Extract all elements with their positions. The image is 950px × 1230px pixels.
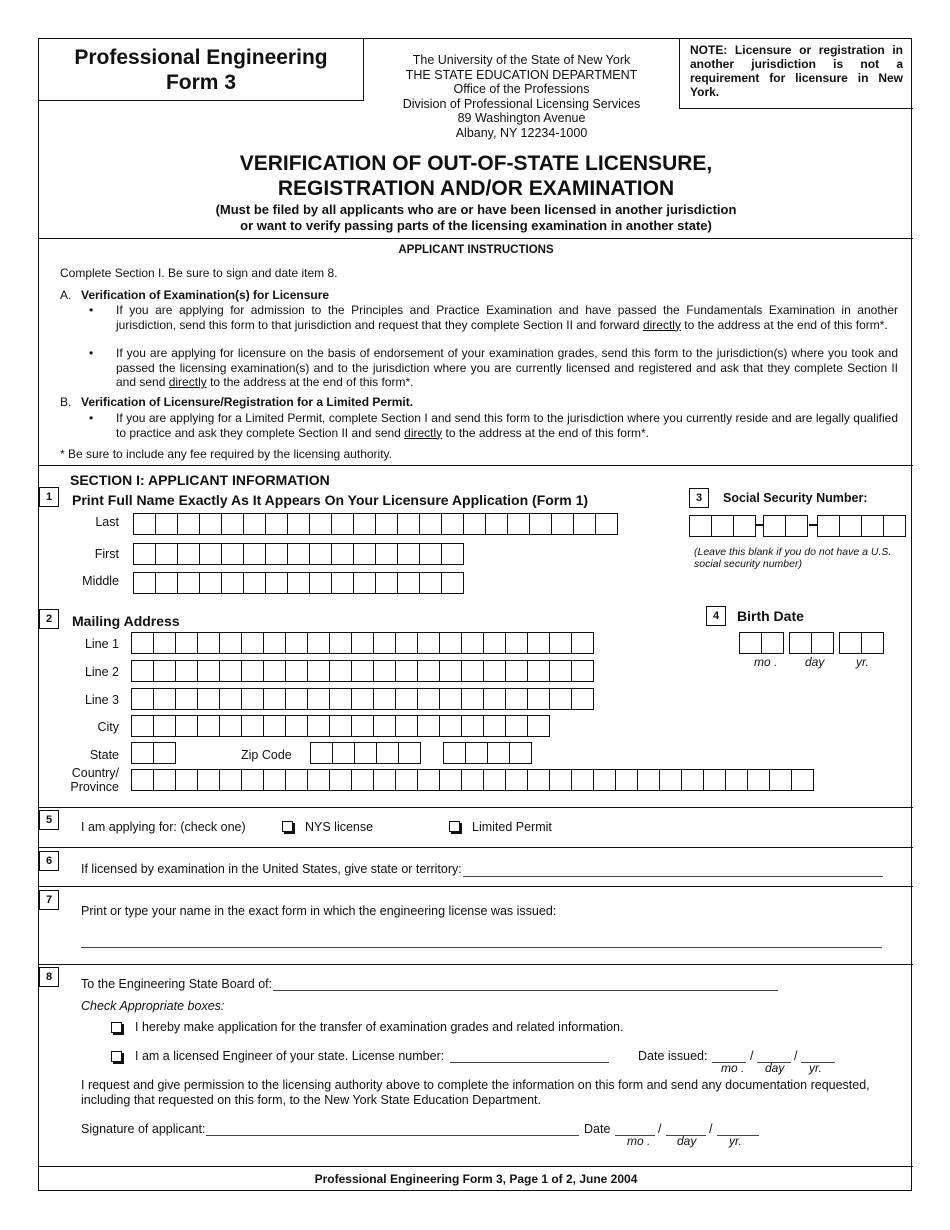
signature-label: Signature of applicant:	[81, 1122, 206, 1136]
page-footer: Professional Engineering Form 3, Page 1 of 2, June 2004	[314, 1172, 638, 1186]
instruction-text: to the address at the end of this form*.	[680, 317, 888, 332]
agency-line: The University of the State of New York	[412, 53, 631, 67]
issued-month-caption: mo .	[721, 1061, 745, 1075]
date-issued-label: Date issued:	[638, 1049, 708, 1063]
signature-date-label: Date	[584, 1122, 611, 1136]
main-title	[39, 151, 913, 201]
country-label	[59, 766, 119, 794]
bullet: •	[89, 411, 94, 425]
nys-license-checkbox[interactable]	[282, 821, 293, 832]
country-label-line1: Country/	[71, 766, 119, 780]
item-number: 1	[39, 487, 59, 507]
zip-input[interactable]	[310, 742, 421, 764]
item-number: 2	[39, 609, 59, 629]
instruction-a2	[116, 346, 898, 390]
signature-day-caption: day	[677, 1134, 697, 1148]
divider	[39, 465, 913, 466]
city-input[interactable]	[131, 715, 550, 737]
main-title-line2: REGISTRATION AND/OR EXAMINATION	[277, 177, 675, 200]
instructions-heading: APPLICANT INSTRUCTIONS	[398, 244, 554, 256]
subtitle-line2: or want to verify passing parts of the licensing examination in another state)	[240, 218, 712, 233]
state-input[interactable]	[131, 742, 176, 764]
form-title	[39, 39, 364, 101]
item-number: 8	[39, 967, 59, 987]
birth-month-input[interactable]	[739, 632, 784, 654]
licensed-engineer-label: I am a licensed Engineer of your state. License number:	[135, 1049, 445, 1063]
middle-name-label: Middle	[82, 574, 119, 588]
date-separator: /	[750, 1049, 754, 1063]
middle-name-input[interactable]	[133, 572, 464, 594]
item-number: 4	[706, 606, 726, 626]
item-number: 6	[39, 851, 59, 871]
applying-for-label: I am applying for: (check one)	[81, 820, 246, 834]
birth-year-caption: yr.	[856, 655, 869, 669]
first-name-label: First	[94, 547, 119, 561]
instruction-a1	[116, 303, 898, 332]
section-a-label: A.	[60, 288, 72, 302]
item-number: 7	[39, 890, 59, 910]
instruction-emphasis: directly	[404, 425, 443, 440]
item-number: 5	[39, 810, 59, 830]
ssn-part2-input[interactable]	[763, 515, 808, 537]
signature-month-caption: mo .	[627, 1134, 651, 1148]
limited-permit-label: Limited Permit	[472, 820, 552, 834]
agency-address	[364, 53, 679, 140]
divider	[39, 964, 913, 965]
birth-date-label: Birth Date	[737, 608, 804, 624]
ssn-note: (Leave this blank if you do not have a U.S. social security number)	[694, 546, 892, 570]
bullet: •	[89, 346, 94, 360]
check-boxes-label: Check Appropriate boxes:	[81, 999, 225, 1013]
address-line3-input[interactable]	[131, 688, 594, 710]
agency-line: Albany, NY 12234-1000	[455, 125, 588, 140]
ssn-part1-input[interactable]	[689, 515, 756, 537]
instruction-emphasis: directly	[642, 317, 681, 332]
limited-permit-checkbox[interactable]	[449, 821, 460, 832]
bullet: •	[89, 303, 94, 317]
divider	[39, 238, 913, 239]
form-title-line2: Form 3	[165, 71, 236, 94]
issued-year-caption: yr.	[809, 1061, 822, 1075]
section-b-label: B.	[60, 395, 72, 409]
last-name-label: Last	[95, 515, 119, 529]
zip-label: Zip Code	[241, 748, 292, 762]
issued-day-caption: day	[765, 1061, 785, 1075]
agency-line: Office of the Professions	[453, 82, 590, 96]
license-name-input[interactable]	[81, 947, 882, 948]
country-input[interactable]	[131, 769, 814, 791]
date-separator: /	[709, 1122, 713, 1136]
fee-note: * Be sure to include any fee required by the licensing authority.	[60, 447, 392, 461]
ssn-label: Social Security Number:	[723, 491, 868, 505]
agency-line: Division of Professional Licensing Services	[402, 96, 641, 111]
birth-day-caption: day	[805, 655, 825, 669]
instruction-text: to the address at the end of this form*.	[206, 375, 414, 389]
ssn-part3-input[interactable]	[817, 515, 906, 537]
form-page	[38, 38, 912, 1191]
license-number-input[interactable]	[450, 1062, 609, 1063]
birth-month-caption: mo .	[754, 655, 778, 669]
form-title-line1: Professional Engineering	[74, 46, 328, 69]
address-line2-input[interactable]	[131, 660, 594, 682]
section-b-title: Verification of Licensure/Registration for a Limited Permit.	[81, 395, 414, 409]
instruction-text: to the address at the end of this form*.	[442, 425, 649, 440]
address-line1-label: Line 1	[84, 637, 119, 651]
subtitle-line1: (Must be filed by all applicants who are or have been licensed in another jurisdiction	[215, 202, 737, 217]
state-board-label: To the Engineering State Board of:	[81, 977, 273, 991]
ssn-dash	[755, 524, 763, 526]
zip-ext-input[interactable]	[443, 742, 532, 764]
transfer-grades-checkbox[interactable]	[111, 1022, 122, 1033]
state-territory-label: If licensed by examination in the United States, give state or territory:	[81, 862, 462, 876]
transfer-grades-label: I hereby make application for the transfer of examination grades and related information.	[135, 1020, 624, 1034]
section-a-title: Verification of Examination(s) for Licensure	[81, 288, 330, 302]
agency-line: THE STATE EDUCATION DEPARTMENT	[405, 67, 638, 82]
instruction-text: If you are applying for licensure on the basis of endorsement of your examination grades, send this form to the jurisdiction(s) where you took and passed the licensing examination(s) and to the jurisdiction where you are currently licensed and registered and ask that they complete Section II and send	[116, 346, 898, 389]
state-label: State	[89, 748, 119, 762]
divider	[39, 1166, 913, 1167]
permission-statement: I request and give permission to the licensing authority above to complete the information on this form and send any documentation requested, including that requested on this form, to the New York State Education Department.	[81, 1078, 870, 1107]
signature-year-caption: yr.	[729, 1134, 742, 1148]
divider	[39, 847, 913, 848]
instruction-text: If you are applying for admission to the Principles and Practice Examination and have passed the Fundamentals Examination in another jurisdiction, send this form to that jurisdiction and request that they complete Section II and forward	[116, 303, 898, 332]
address-line2-label: Line 2	[84, 665, 119, 679]
section1-heading: SECTION I: APPLICANT INFORMATION	[70, 472, 330, 488]
divider	[39, 886, 913, 887]
subtitle	[39, 202, 913, 234]
mailing-address-label: Mailing Address	[72, 613, 180, 629]
address-line1-input[interactable]	[131, 632, 594, 654]
main-title-line1: VERIFICATION OF OUT-OF-STATE LICENSURE,	[239, 152, 713, 175]
date-separator: /	[794, 1049, 798, 1063]
license-name-label: Print or type your name in the exact form in which the engineering license was issued:	[81, 904, 557, 918]
agency-line: 89 Washington Avenue	[457, 111, 586, 125]
state-territory-input[interactable]	[463, 876, 883, 877]
first-name-input[interactable]	[133, 543, 464, 565]
signature-input[interactable]	[206, 1135, 579, 1136]
nys-license-label: NYS license	[305, 820, 374, 834]
name-label: Print Full Name Exactly As It Appears On Your Licensure Application (Form 1)	[72, 492, 589, 508]
birth-day-input[interactable]	[789, 632, 834, 654]
country-label-line2: Province	[70, 780, 119, 794]
instruction-text: If you are applying for a Limited Permit, complete Section I and send this form to the jurisdiction where you currently reside and are legally qualified to practice and ask they complete Section II and send	[116, 411, 898, 440]
licensure-note: NOTE: Licensure or registration in another jurisdiction is not a requirement for licensure in New York.	[679, 39, 913, 109]
city-label: City	[97, 720, 119, 734]
address-line3-label: Line 3	[84, 693, 119, 707]
licensed-engineer-checkbox[interactable]	[111, 1051, 122, 1062]
date-separator: /	[658, 1122, 662, 1136]
ssn-dash	[809, 524, 817, 526]
birth-year-input[interactable]	[839, 632, 884, 654]
item-number: 3	[689, 488, 709, 508]
instruction-b1	[116, 411, 898, 440]
divider	[39, 807, 913, 808]
instruction-emphasis: directly	[168, 375, 207, 389]
instructions-intro: Complete Section I. Be sure to sign and date item 8.	[60, 266, 338, 280]
state-board-input[interactable]	[273, 990, 778, 991]
last-name-input[interactable]	[133, 513, 618, 535]
